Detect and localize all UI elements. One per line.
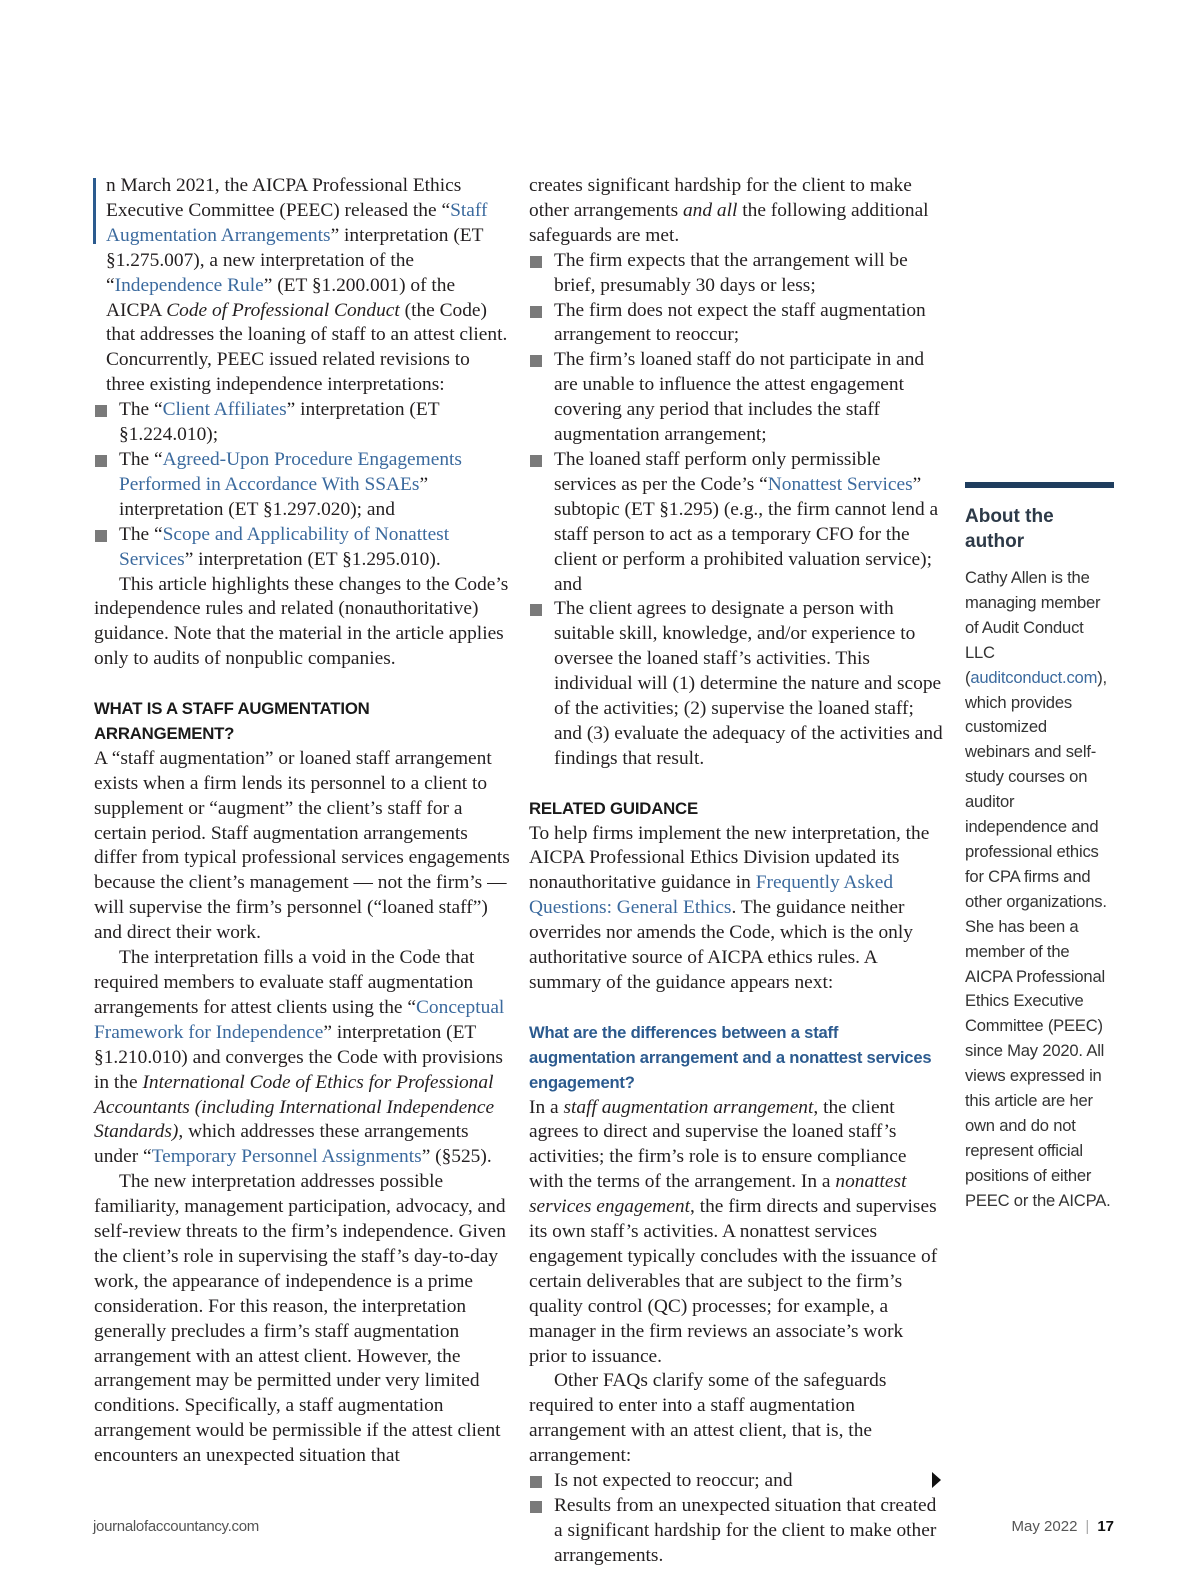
paragraph-other-faqs: Other FAQs clarify some of the safeguards required to enter into a staff augmentation arrangement with an attest client, that is, the arrangement: <box>529 1370 887 1467</box>
question-heading: What are the differences between a staff augmentation arrangement and a nonattest services engagement? <box>529 1022 932 1092</box>
footer-separator: | <box>1085 1518 1090 1535</box>
footer-site: journalofaccountancy.com <box>93 1518 259 1535</box>
footer-page-info <box>1012 1518 1114 1535</box>
interpretations-list <box>94 398 510 572</box>
link-agreed-upon-procedure[interactable]: Agreed-Upon Procedure Engagements Performed in Accordance With SSAEs <box>119 448 462 495</box>
list-item: The “Client Affiliates” interpretation (ET §1.224.010); <box>94 398 510 448</box>
list-item: Is not expected to reoccur; and <box>529 1469 943 1494</box>
link-temporary-personnel[interactable]: Temporary Personnel Assignments <box>151 1146 422 1168</box>
link-independence-rule[interactable]: Independence Rule <box>114 274 264 296</box>
list-item: The firm’s loaned staff do not participate in and are unable to influence the attest engagement covering any period that includes the staff augmentation arrangement; <box>529 348 943 448</box>
safeguards-list <box>529 249 943 772</box>
list-item: The firm expects that the arrangement will be brief, presumably 30 days or less; <box>529 249 943 299</box>
link-nonattest-services[interactable]: Nonattest Services <box>767 473 913 495</box>
paragraph-definition: A “staff augmentation” or loaned staff arrangement exists when a firm lends its personnel to a client to supplement or “augment” the client’s staff for a certain period. Staff augmentation arrangements differ from typical professional services engagements because the client’s management — not the firm’s — will supervise the firm’s personnel (“loaned staff”) and direct their work. <box>94 747 510 944</box>
page-number: 17 <box>1097 1518 1114 1535</box>
about-author-sidebar <box>965 482 1115 1214</box>
paragraph-highlights: This article highlights these changes to the Code’s independence rules and related (nonauthoritative) guidance. Note that the material in the article applies only to audits of nonpublic companies. <box>94 573 509 670</box>
link-client-affiliates[interactable]: Client Affiliates <box>162 399 287 421</box>
paragraph-continued: creates significant hardship for the client to make other arrangements and all the following additional safeguards are met. <box>529 175 929 246</box>
link-auditconduct[interactable]: auditconduct.com <box>970 667 1098 687</box>
list-item: The firm does not expect the staff augmentation arrangement to reoccur; <box>529 299 943 349</box>
intro-paragraph: n March 2021, the AICPA Professional Ethics Executive Committee (PEEC) released the “Staff Augmentation Arrangements” interpretation (ET §1.275.007), a new interpretation of the “Independence Rule” (ET §1.200.001) of the AICPA Code of Professional Conduct (the Code) that addresses the loaning of staff to an attest client. Concurrently, PEEC issued related revisions to three existing independence interpretations: <box>94 174 510 398</box>
paragraph-differences: In a staff augmentation arrangement, the client agrees to direct and supervise the loaned staff’s activities; the firm’s role is to ensure compliance with the terms of the arrangement. In a nonattest services engagement, the firm directs and supervises its own staff’s activities. A nonattest services engagement typically concludes with the issuance of certain deliverables that are subject to the firm’s quality control (QC) processes; for example, a manager in the firm reviews an associate’s work prior to issuance. <box>529 1096 938 1367</box>
heading-related-guidance: RELATED GUIDANCE <box>529 798 698 818</box>
link-staff-augmentation[interactable]: Staff Augmentation Arrangements <box>106 199 488 246</box>
column-left <box>94 174 510 1469</box>
heading-what-is: WHAT IS A STAFF AUGMENTATION ARRANGEMENT? <box>94 699 370 743</box>
sidebar-heading: About the author <box>965 506 1054 552</box>
list-item: The loaned staff perform only permissible services as per the Code’s “Nonattest Services” subtopic (ET §1.295) (e.g., the firm cannot lend a staff person to act as a temporary CFO for the client or perform a prohibited valuation service); and <box>529 448 943 597</box>
column-middle <box>529 174 943 1569</box>
link-scope-applicability[interactable]: Scope and Applicability of Nonattest Services <box>119 523 450 570</box>
author-bio: Cathy Allen is the managing member of Audit Conduct LLC (auditconduct.com), which provides customized webinars and self-study courses on auditor independence and professional ethics for CPA firms and other organizations. She has been a member of the AICPA Professional Ethics Executive Committee (PEEC) since May 2020. All views expressed in this article are her own and do not represent official positions of either PEEC or the AICPA. <box>965 568 1111 1210</box>
footer-date: May 2022 <box>1011 1518 1078 1535</box>
list-item: Results from an unexpected situation that created a significant hardship for the client to make other arrangements. <box>529 1494 943 1569</box>
link-conceptual-framework[interactable]: Conceptual Framework for Independence <box>94 996 505 1043</box>
list-item: The “Agreed-Upon Procedure Engagements Performed in Accordance With SSAEs” interpretation (ET §1.297.020); and <box>94 448 510 523</box>
paragraph-threats: The new interpretation addresses possible familiarity, management participation, advocacy, and self-review threats to the firm’s independence. Given the client’s role in supervising the staff’s day-to-day work, the appearance of independence is a prime consideration. For this reason, the interpretation generally precludes a firm’s staff augmentation arrangement with an attest client. However, the arrangement may be permitted under very limited conditions. Specifically, a staff augmentation arrangement would be permissible if the attest client encounters an unexpected situation that <box>94 1171 506 1467</box>
link-faq-general-ethics[interactable]: Frequently Asked Questions: General Ethics <box>529 872 894 919</box>
continue-arrow-icon <box>932 1472 941 1488</box>
list-item: The client agrees to designate a person with suitable skill, knowledge, and/or experience to oversee the loaned staff’s activities. This individual will (1) determine the nature and scope of the activities; (2) supervise the loaned staff; and (3) evaluate the adequacy of the activities and findings that result. <box>529 597 943 771</box>
paragraph-void: The interpretation fills a void in the Code that required members to evaluate staff augmentation arrangements for attest clients using the “Conceptual Framework for Independence” interpretation (ET §1.210.010) and converges the Code with provisions in the International Code of Ethics for Professional Accountants (including International Independence Standards), which addresses these arrangements under “Temporary Personnel Assignments” (§525). <box>94 947 505 1168</box>
paragraph-related: To help firms implement the new interpretation, the AICPA Professional Ethics Division updated its nonauthoritative guidance in Frequently Asked Questions: General Ethics. The guidance neither overrides nor amends the Code, which is the only authoritative source of AICPA ethics rules. A summary of the guidance appears next: <box>529 822 930 993</box>
list-item: The “Scope and Applicability of Nonattest Services” interpretation (ET §1.295.010). <box>94 523 510 573</box>
sidebar-rule <box>965 482 1114 488</box>
drop-cap-bar <box>93 178 96 244</box>
arrangement-list <box>529 1469 943 1569</box>
